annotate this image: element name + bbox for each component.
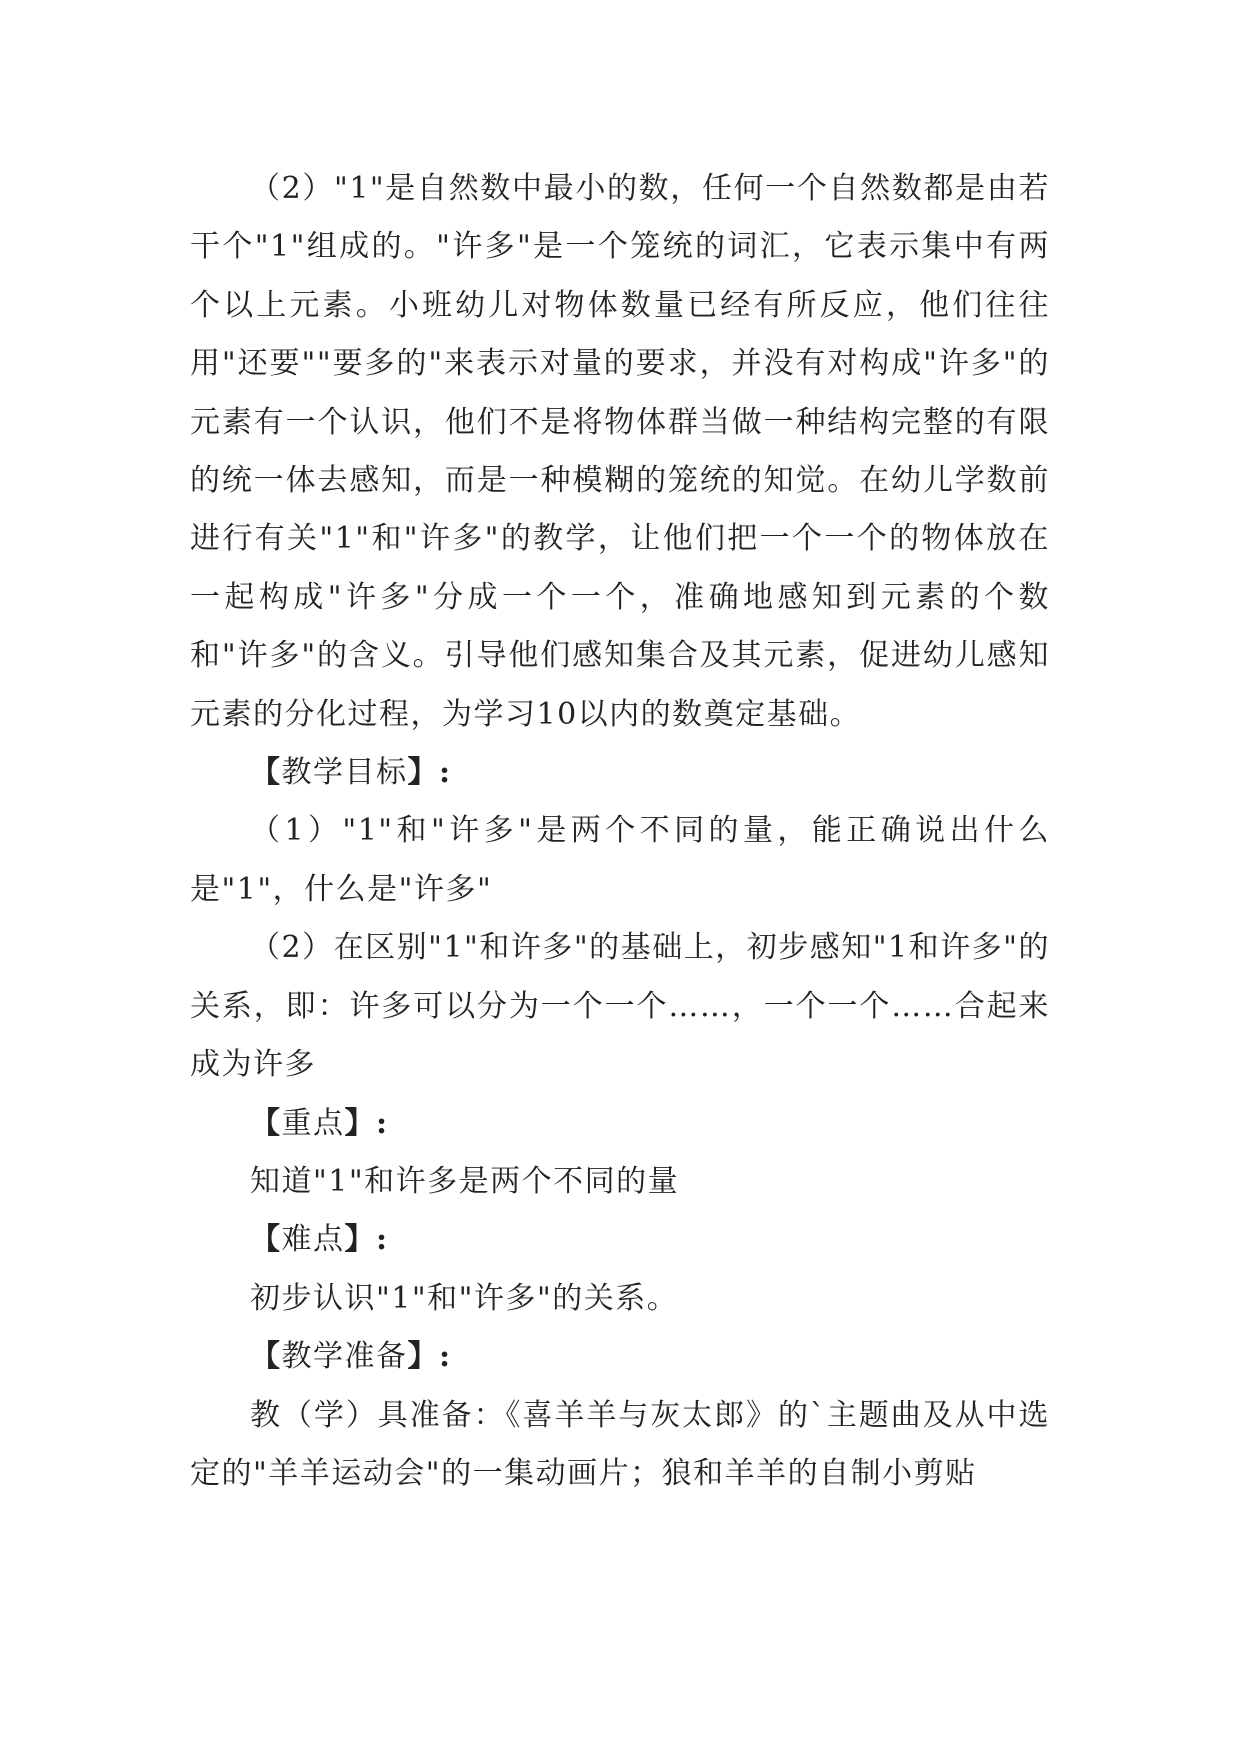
- heading-close-bracket: 】: [344, 1222, 376, 1258]
- heading-title: 教学准备: [281, 1339, 408, 1375]
- intro-paragraph: （2）"1"是自然数中最小的数，任何一个自然数都是由若干个"1"组成的。"许多"是一个笼统的词汇，它表示集中有两个以上元素。小班幼儿对物体数量已经有所反应，他们往往用"还要""要多的"来表示对量的要求，并没有对构成"许多"的元素有一个认识，他们不是将物体群当做一种结构完整的有限的统一体去感知，而是一种模糊的笼统的知觉。在幼儿学数前进行有关"1"和"许多"的教学，让他们把一个一个的物体放在一起构成"许多"分成一个一个，准确地感知到元素的个数和"许多"的含义。引导他们感知集合及其元素，促进幼儿感知元素的分化过程，为学习10以内的数奠定基础。: [190, 171, 1050, 732]
- heading-teaching-preparation: [190, 1328, 1050, 1386]
- preparation-paragraph: 教（学）具准备：《喜羊羊与灰太郎》的`主题曲及从中选定的"羊羊运动会"的一集动画片；狼和羊羊的自制小剪贴: [190, 1397, 1050, 1491]
- heading-close-bracket: 】: [407, 755, 439, 791]
- heading-colon: :: [439, 755, 452, 791]
- heading-title: 重点: [281, 1105, 345, 1141]
- heading-colon: :: [376, 1105, 389, 1141]
- heading-title: 难点: [281, 1222, 345, 1258]
- key-point-paragraph: 知道"1"和许多是两个不同的量: [250, 1163, 680, 1199]
- difficulty-paragraph: 初步认识"1"和"许多"的关系。: [250, 1280, 679, 1316]
- goal-paragraph-2: （2）在区别"1"和许多"的基础上，初步感知"1和许多"的关系，即：许多可以分为一个一个……，一个一个……合起来成为许多: [190, 930, 1050, 1083]
- heading-key-point: [190, 1095, 1050, 1153]
- heading-colon: :: [376, 1222, 389, 1258]
- goal-paragraph-1: （1）"1"和"许多"是两个不同的量，能正确说出什么是"1"，什么是"许多": [190, 813, 1050, 907]
- heading-colon: :: [439, 1339, 452, 1375]
- heading-teaching-goals: [190, 744, 1050, 802]
- heading-title: 教学目标: [281, 755, 408, 791]
- heading-open-bracket: 【: [250, 755, 282, 791]
- heading-open-bracket: 【: [250, 1339, 282, 1375]
- heading-open-bracket: 【: [250, 1222, 282, 1258]
- document-body: [190, 160, 1050, 1503]
- heading-open-bracket: 【: [250, 1105, 282, 1141]
- heading-difficulty: [190, 1211, 1050, 1269]
- heading-close-bracket: 】: [407, 1339, 439, 1375]
- heading-close-bracket: 】: [344, 1105, 376, 1141]
